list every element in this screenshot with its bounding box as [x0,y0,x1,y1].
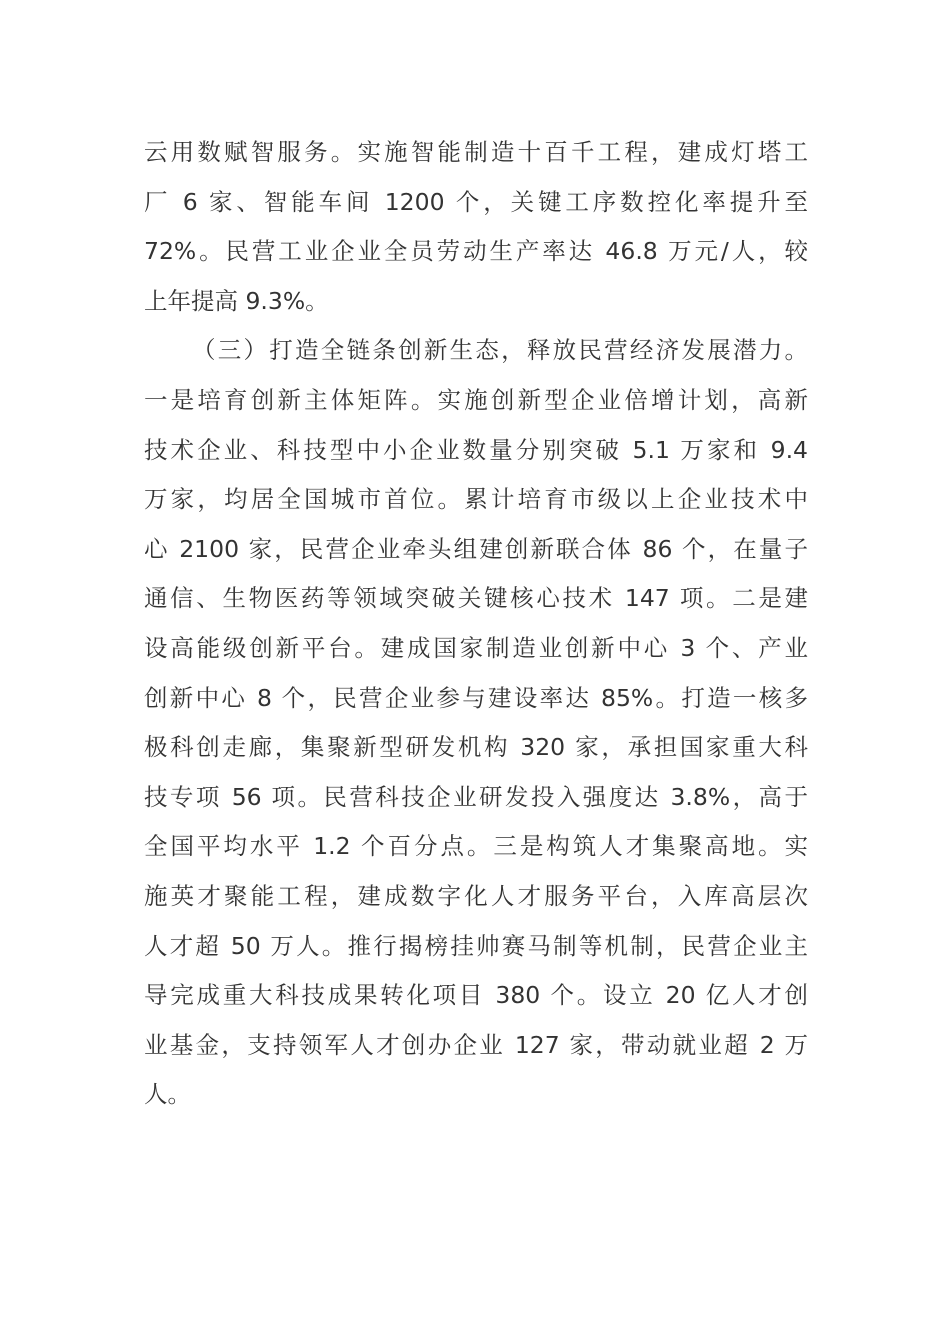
text-line: 一是培育创新主体矩阵。实施创新型企业倍增计划，高新 [144,385,808,414]
text-line: 云用数赋智服务。实施智能制造十百千工程，建成灯塔工 [144,138,808,166]
section-heading-line: （三）打造全链条创新生态，释放民营经济发展潜力。 [192,336,808,365]
paragraph-1 [144,128,808,326]
text-line: 设高能级创新平台。建成国家制造业创新中心 3 个、产业 [144,633,808,662]
text-line: 万家，均居全国城市首位。累计培育市级以上企业技术中 [144,485,808,514]
text-line: 全国平均水平 1.2 个百分点。三是构筑人才集聚高地。实 [144,832,808,861]
paragraph-2 [144,326,808,1120]
text-line: 施英才聚能工程，建成数字化人才服务平台，入库高层次 [144,881,808,910]
document-body [144,128,808,1120]
text-line: 极科创走廊，集聚新型研发机构 320 家，承担国家重大科 [144,733,808,762]
text-line: 72%。民营工业企业全员劳动生产率达 46.8 万元/人，较 [144,237,808,266]
text-line: 人才超 50 万人。推行揭榜挂帅赛马制等机制，民营企业主 [144,931,808,960]
text-line: 上年提高 9.3%。 [144,286,329,315]
text-line: 人。 [144,1080,191,1109]
text-line: 心 2100 家，民营企业牵头组建创新联合体 86 个，在量子 [144,534,808,563]
text-line: 厂 6 家、智能车间 1200 个，关键工序数控化率提升至 [144,187,808,216]
text-line: 技术企业、科技型中小企业数量分别突破 5.1 万家和 9.4 [144,435,808,464]
text-line: 通信、生物医药等领域突破关键核心技术 147 项。二是建 [144,584,808,613]
text-line: 导完成重大科技成果转化项目 380 个。设立 20 亿人才创 [144,981,808,1010]
text-line: 业基金，支持领军人才创办企业 127 家，带动就业超 2 万 [144,1030,808,1059]
text-line: 创新中心 8 个，民营企业参与建设率达 85%。打造一核多 [144,683,808,712]
text-line: 技专项 56 项。民营科技企业研发投入强度达 3.8%，高于 [144,782,808,811]
